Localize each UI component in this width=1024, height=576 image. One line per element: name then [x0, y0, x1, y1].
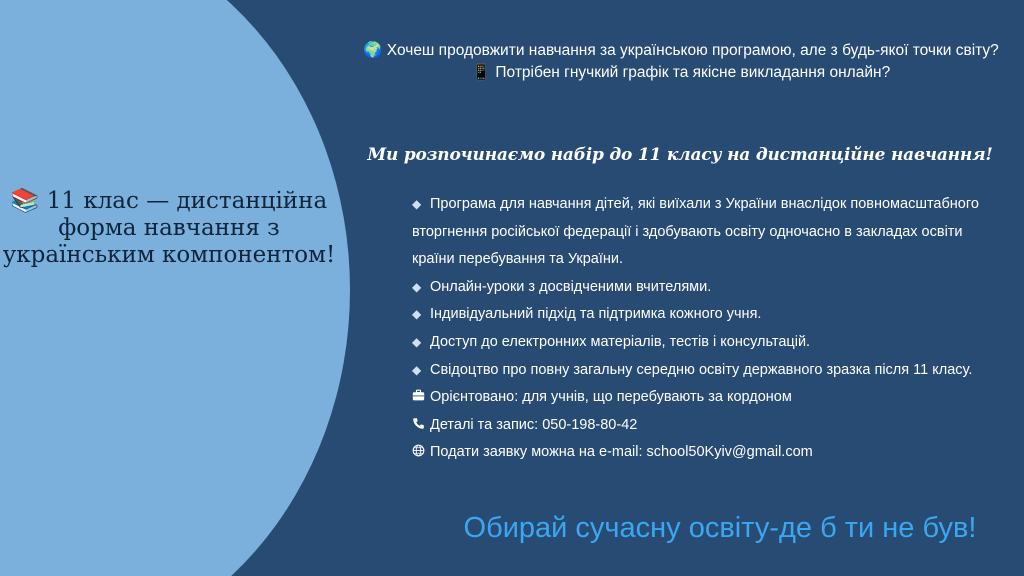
globe-icon: [412, 444, 425, 457]
diamond-icon: ◆: [412, 307, 422, 322]
intro-block: [360, 40, 1002, 84]
target-text: Орієнтовано: для учнів, що перебувають за кордоном: [430, 389, 792, 406]
list-item-text: Доступ до електронних матеріалів, тестів і консультацій.: [430, 333, 811, 350]
diamond-icon: ◆: [412, 362, 422, 377]
intro-line-1: 🌍 Хочеш продовжити навчання за українською програмою, але з будь-якої точки світу?: [363, 42, 999, 59]
diamond-icon: ◆: [412, 197, 422, 211]
headline: Ми розпочинаємо набір до 11 класу на дистанційне навчання!: [367, 145, 993, 165]
feature-list: [412, 191, 1002, 467]
phone-text: Деталі та запис: 050-198-80-42: [430, 416, 638, 433]
diamond-icon: ◆: [412, 334, 422, 349]
list-item-text: Індивідуальний підхід та підтримка кожного учня.: [430, 306, 762, 323]
list-item: [412, 301, 1002, 329]
list-item-text: Онлайн-уроки з досвідченими вчителями.: [430, 278, 712, 295]
list-item-text: Програма для навчання дітей, які виїхали з України внаслідок повномасштабного вторгнення російської федерації і здобувають освіту одночасно в закладах освіти країни перебування та України.: [412, 196, 979, 268]
left-title: 📚 11 клас — дистанційна форма навчання з українським компонентом!: [2, 188, 336, 268]
decorative-circle: [0, 0, 350, 576]
list-item: [412, 357, 1002, 385]
email-line: [412, 439, 1002, 467]
slogan: Обирай сучасну освіту-де б ти не був!: [463, 512, 977, 544]
phone-line: [412, 412, 1002, 440]
target-line: [412, 384, 1002, 412]
intro-line-2: 📱 Потрібен гнучкий графік та якісне викладання онлайн?: [471, 64, 891, 81]
list-item-text: Свідоцтво про повну загальну середню освіту державного зразка після 11 класу.: [430, 361, 973, 378]
list-item: [412, 191, 1002, 274]
diamond-icon: ◆: [412, 279, 422, 294]
phone-icon: [412, 417, 425, 430]
briefcase-icon: [412, 389, 425, 402]
list-item: [412, 329, 1002, 357]
list-item: [412, 274, 1002, 302]
email-text: Подати заявку можна на e-mail: school50Kyiv@gmail.com: [430, 444, 813, 461]
